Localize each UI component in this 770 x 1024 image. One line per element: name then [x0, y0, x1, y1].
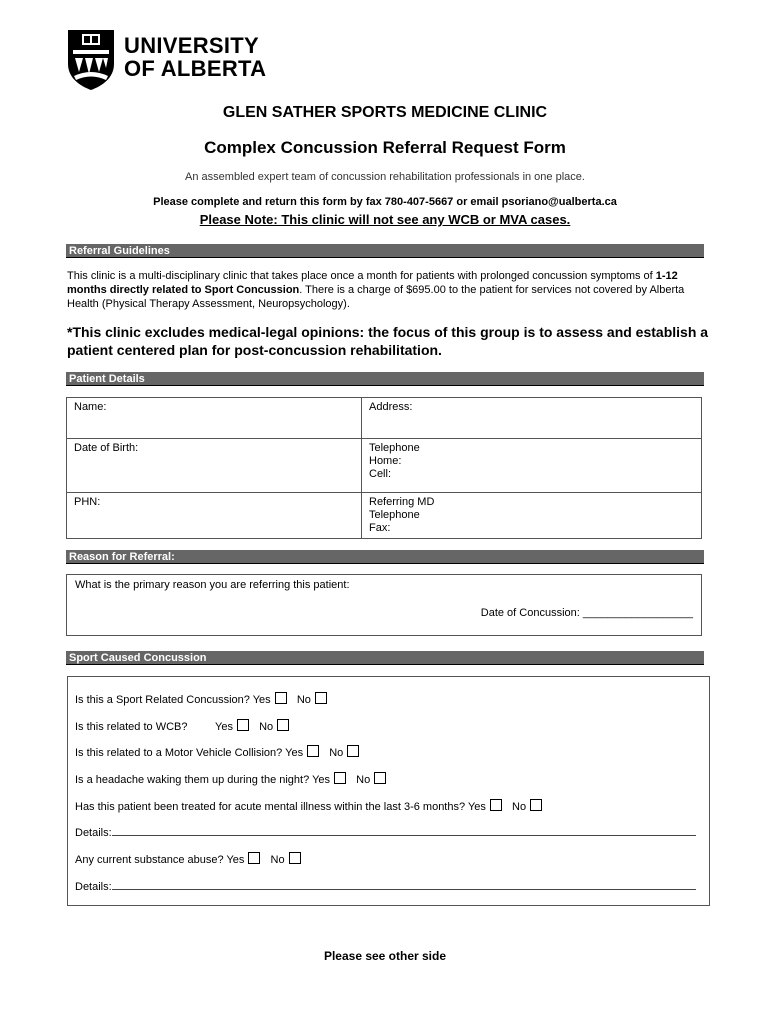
wcb-no-checkbox[interactable] — [277, 719, 289, 731]
sport-concussion-box — [67, 676, 710, 906]
details-2-field[interactable] — [112, 879, 696, 890]
sport-related-yes-checkbox[interactable] — [275, 692, 287, 704]
wcb-question: Is this related to WCB? Yes No — [75, 719, 293, 733]
mental-illness-yes-checkbox[interactable] — [490, 799, 502, 811]
patient-phn-field[interactable]: PHN: — [67, 493, 362, 539]
substance-no-checkbox[interactable] — [289, 852, 301, 864]
mvc-question: Is this related to a Motor Vehicle Collision? Yes No — [75, 745, 363, 759]
date-of-concussion-field[interactable]: Date of Concussion: __________________ — [480, 607, 693, 619]
patient-address-field[interactable]: Address: — [362, 398, 702, 439]
patient-dob-field[interactable]: Date of Birth: — [67, 439, 362, 493]
mvc-yes-checkbox[interactable] — [307, 745, 319, 757]
exclusion-notice: *This clinic excludes medical-legal opinions: the focus of this group is to assess and establish a patient centered plan for post-concussion rehabilitation. — [67, 324, 709, 358]
details-1-field[interactable] — [112, 825, 696, 836]
details-line-2: Details: — [75, 879, 696, 893]
referral-guidelines-heading: Referral Guidelines — [66, 244, 704, 258]
wcb-yes-checkbox[interactable] — [237, 719, 249, 731]
wcb-mva-note: Please Note: This clinic will not see any WCB or MVA cases. — [199, 212, 571, 227]
sport-related-question: Is this a Sport Related Concussion? Yes No — [75, 692, 331, 706]
sport-related-no-checkbox[interactable] — [315, 692, 327, 704]
patient-name-field[interactable]: Name: — [67, 398, 362, 439]
substance-abuse-question: Any current substance abuse? Yes No — [75, 852, 305, 866]
patient-telephone-field[interactable]: Telephone Home: Cell: — [362, 439, 702, 493]
reason-box[interactable] — [66, 574, 702, 636]
patient-details-table — [66, 397, 702, 539]
page-footer: Please see other side — [323, 949, 447, 963]
headache-no-checkbox[interactable] — [374, 772, 386, 784]
referral-guidelines-text: This clinic is a multi-disciplinary clinic that takes place once a month for patients with prolonged concussion symptoms of 1-12 months directly related to Sport Concussion. There is a charge of $695.00 to the patient for services not covered by Alberta Health (Physical Therapy Assessment, Neuropsychology). — [67, 270, 685, 310]
headache-yes-checkbox[interactable] — [334, 772, 346, 784]
headache-question: Is a headache waking them up during the night? Yes No — [75, 772, 390, 786]
clinic-name: GLEN SATHER SPORTS MEDICINE CLINIC — [222, 104, 548, 121]
mental-illness-question: Has this patient been treated for acute mental illness within the last 3-6 months? Yes No — [75, 799, 546, 813]
tagline: An assembled expert team of concussion rehabilitation professionals in one place. — [185, 171, 585, 183]
university-wordmark: UNIVERSITY OF ALBERTA — [124, 33, 267, 81]
referring-md-field[interactable]: Referring MD Telephone Fax: — [362, 493, 702, 539]
patient-details-heading: Patient Details — [66, 372, 704, 386]
return-instructions: Please complete and return this form by fax 780-407-5667 or email psoriano@ualberta.ca — [153, 196, 617, 208]
reason-question: What is the primary reason you are referring this patient: — [75, 579, 350, 591]
substance-yes-checkbox[interactable] — [248, 852, 260, 864]
details-line-1: Details: — [75, 825, 696, 839]
mental-illness-no-checkbox[interactable] — [530, 799, 542, 811]
mvc-no-checkbox[interactable] — [347, 745, 359, 757]
reason-heading: Reason for Referral: — [66, 550, 704, 564]
sport-concussion-heading: Sport Caused Concussion — [66, 651, 704, 665]
form-title: Complex Concussion Referral Request Form — [204, 138, 566, 157]
